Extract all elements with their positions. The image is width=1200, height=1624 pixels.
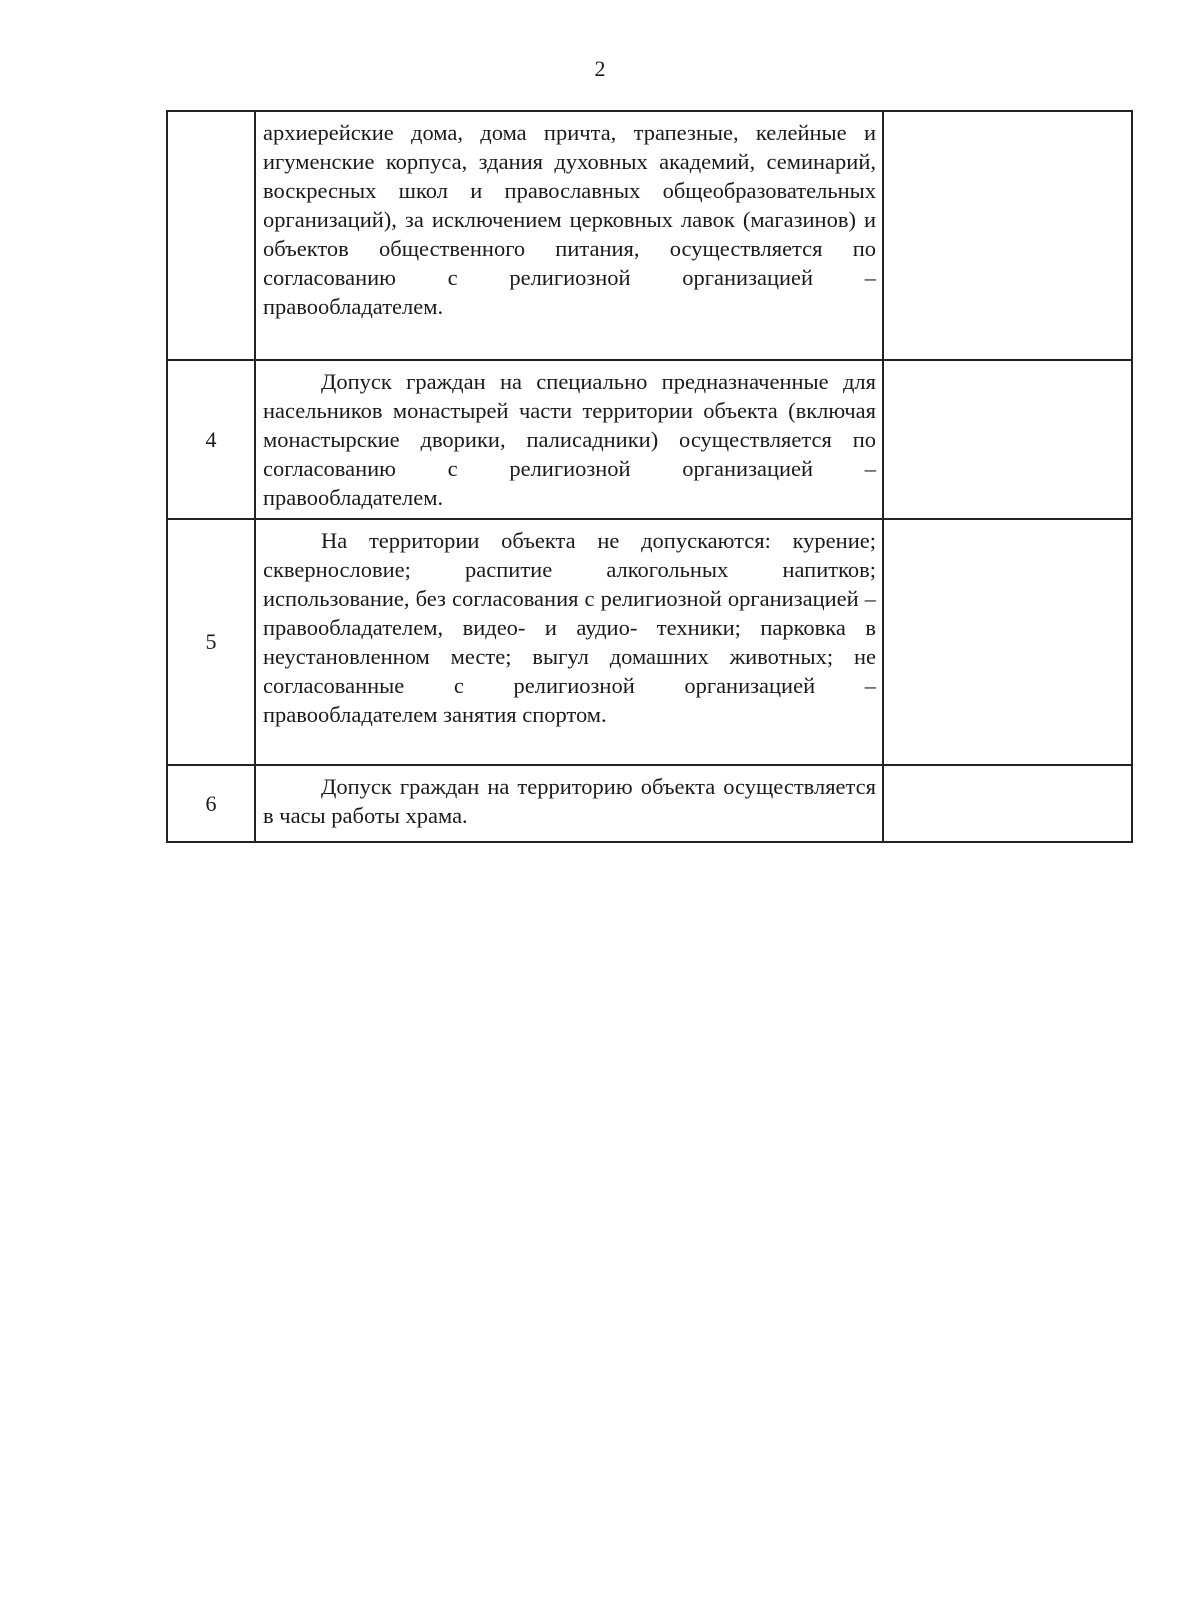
table-row	[167, 111, 1132, 360]
row-text-cell: архиерейские дома, дома причта, трапезные, келейные и игуменские корпуса, здания духовных академий, семинарий, воскресных школ и православных общеобразовательных организаций), за исключением церковных лавок (магазинов) и объектов общественного питания, осуществляется по согласованию с религиозной организацией – правообладателем.	[255, 111, 883, 360]
row-note-cell	[883, 765, 1132, 842]
row-number-cell: 4	[167, 360, 255, 519]
table-row	[167, 765, 1132, 842]
row-note-cell	[883, 519, 1132, 765]
rules-table	[166, 110, 1133, 843]
page-number: 2	[594, 56, 606, 81]
row-number-cell: 5	[167, 519, 255, 765]
row-text-cell: На территории объекта не допускаются: курение; сквернословие; распитие алкогольных напитков; использование, без согласования с религиозной организацией – правообладателем, видео- и аудио- техники; парковка в неустановленном месте; выгул домашних животных; не согласованные с религиозной организацией – правообладателем занятия спортом.	[255, 519, 883, 765]
row-text-cell: Допуск граждан на специально предназначенные для насельников монастырей части территории объекта (включая монастырские дворики, палисадники) осуществляется по согласованию с религиозной организацией – правообладателем.	[255, 360, 883, 519]
row-number-cell	[167, 111, 255, 360]
table-row	[167, 360, 1132, 519]
row-text-cell: Допуск граждан на территорию объекта осуществляется в часы работы храма.	[255, 765, 883, 842]
row-note-cell	[883, 111, 1132, 360]
row-note-cell	[883, 360, 1132, 519]
table-row	[167, 519, 1132, 765]
row-number-cell: 6	[167, 765, 255, 842]
